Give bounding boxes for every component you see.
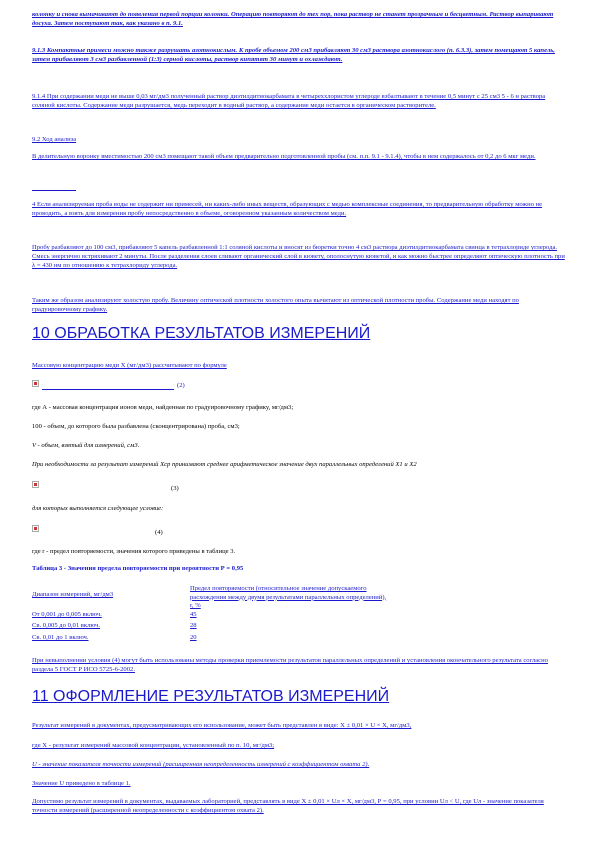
table-cell-limit: 20 [190, 634, 197, 641]
where-100-definition: 100 - объем, до которого была разбавлена (сконцентрирована) проба, см3; [32, 423, 240, 430]
heading-9-2[interactable]: 9.2 Ход анализа [32, 136, 77, 143]
table-cell-range: Св. 0,005 до 0,01 включ. [32, 622, 101, 629]
table-cell-range: От 0,001 до 0,005 включ. [32, 611, 102, 618]
where-v-definition: V - объем, взятый для измерений, см3. [32, 442, 140, 449]
formula-3-image-icon [32, 481, 39, 488]
paragraph-9-1-3: 9.1.3 Компактные примеси можно также разрушать азотнокислым. К пробе объемом 200 см3 прибавляют 30 см3 раствора азотнокислого (п. 6.3.3), затем помещают 5 капель, затем прибавляют 3 см3 разбавленной (1:3) серной кислоты, раствор кипятят 30 минут и охлаждают. [32, 47, 555, 64]
table-header-limit: Предел повторяемости (относительное значение допускаемого расхождения между двумя результатами параллельных определений), r, % [190, 585, 387, 609]
formula-4-image-icon [32, 525, 39, 532]
paragraph-9-2-body: В делительную воронку вместимостью 200 см3 помещают такой объем предварительно подготовленной пробы (см. п.п. 9.1 - 9.1.4), чтобы в нем содержалось от 0,2 до 6 мкг меди. [32, 153, 536, 160]
footnote-note-4: 4 Если анализируемая проба воды не содержит ни примесей, ни каких-либо иных веществ, образующих с медью комплексные соединения, то предварительную обработку можно не проводить, а взять для измерения пробу непосредственно в объеме, оговоренном указанным количеством меди. [32, 201, 542, 218]
paragraph-blank-sample: Таким же образом анализируют холостую пробу. Величину оптической плотности холостого опыта вычитают из оптической плотности пробы. Содержание меди находят по градуировочному графику. [32, 297, 519, 314]
paragraph-9-1-4: 9.1.4 При содержании меди не выше 0,03 мг/дм3 полученный раствор диэтилдитиокарбамата в четыреххлористом углероде взбалтывают в течение 0,5 минут с 25 см3 5 - 6 н раствора соляной кислоты. Содержание меди разрушается, медь переходит в водный раствор, а содержание меди остается в органическом растворителе. [32, 93, 546, 110]
section-11-where-x: где Х - результат измерений массовой концентрации, установленный по п. 10, мг/дм3; [32, 742, 275, 749]
formula-2-image-icon [32, 380, 39, 387]
paragraph-continuation: колонку и снова вымачивают до появления первой порции колонки. Операцию повторяют до тех пор, пока раствор не станет прозрачным и бесцветным. Раствор выпаривают досуха. Затем поступают так, как указано в п. 9.1. [32, 11, 554, 28]
table-cell-limit: 45 [190, 611, 197, 618]
equation-number-3: (3) [171, 485, 179, 492]
table-cell-limit: 28 [190, 622, 197, 629]
section-10-heading[interactable]: 10 ОБРАБОТКА РЕЗУЛЬТАТОВ ИЗМЕРЕНИЙ [32, 325, 371, 342]
section-11-lab-form: Допустимо результат измерений в документах, выдаваемых лабораторией, представлять в виде Х ± 0,01 × Uл × Х, мг/дм3, Р = 0,95, при условии Uл < U, где Uл - значение показателя точности измерений (расширенной неопределенности с коэффициентом охвата 2). [32, 798, 544, 815]
paragraph-procedure: Пробу разбавляют до 100 см3, прибавляют 5 капель разбавленной 1:1 соляной кислоты и вносят из бюретки точно 4 см3 раствора диэтилдитиокарбамата свинца в тетрахлориде углерода. Смесь энергично встряхивают 2 минуты. После разделения слоев сливают органический слой в кювету, ополоснутую кюветой, и как можно быстрее определяют оптическую плотность при λ = 430 нм по отношению к тетрахлориду углерода. [32, 244, 565, 270]
averaging-statement: При необходимости за результат измерений Хср принимают среднее арифметическое значение двух параллельных определений Х1 и Х2 [32, 461, 417, 468]
after-table-paragraph: При невыполнении условия (4) могут быть использованы методы проверки приемлемости результатов параллельных определений и установления окончательного результата согласно раздела 5 ГОСТ Р ИСО 5725-6-2002. [32, 657, 548, 674]
footnote-divider [32, 190, 76, 191]
where-r-definition: где r - предел повторяемости, значения которого приведены в таблице 3. [32, 548, 236, 555]
section-11-table-ref: Значение U приведено в таблице 1. [32, 780, 131, 787]
table-header-range: Диапазон измерений, мг/дм3 [32, 591, 114, 598]
formula-2-underline [42, 389, 174, 390]
where-a-definition: где А - массовая концентрация ионов меди, найденная по градуировочному графику, мг/дм3; [32, 404, 294, 411]
section-11-result-form: Результат измерений в документах, предусматривающих его использование, может быть представлен в виде: Х ± 0,01 × U × Х, мг/дм3, [32, 722, 412, 729]
equation-number-2: (2) [177, 382, 185, 389]
equation-number-4: (4) [155, 529, 163, 536]
table-cell-range: Св. 0,01 до 1 включ. [32, 634, 89, 641]
section-10-intro: Массовую концентрацию меди X (мг/дм3) рассчитывают по формуле [32, 362, 227, 369]
condition-statement: для которых выполняется следующее условие: [32, 505, 164, 512]
section-11-heading[interactable]: 11 ОФОРМЛЕНИЕ РЕЗУЛЬТАТОВ ИЗМЕРЕНИЙ [32, 688, 390, 705]
section-11-where-u: U - значение показателя точности измерений (расширенная неопределенность измерений с коэффициентом охвата 2). [32, 761, 370, 768]
table-3-caption: Таблица 3 - Значения предела повторяемости при вероятности Р = 0,95 [32, 565, 244, 572]
